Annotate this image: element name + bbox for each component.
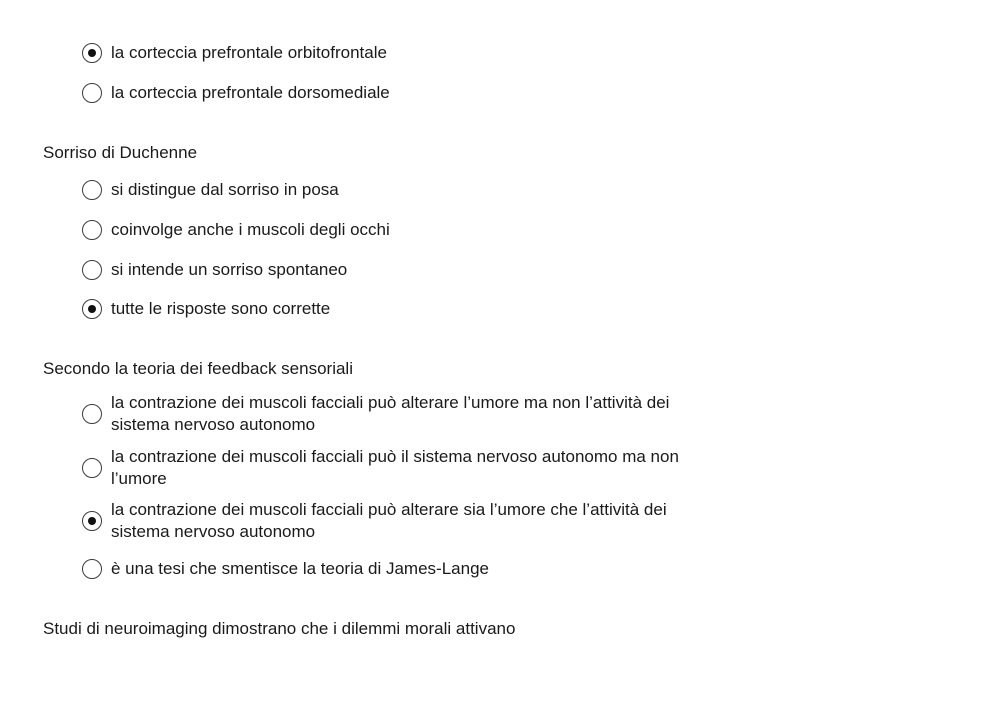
q2-option-3[interactable]	[82, 259, 721, 281]
radio-unselected-icon[interactable]	[82, 260, 102, 280]
radio-unselected-icon[interactable]	[82, 180, 102, 200]
q2-option-1[interactable]	[82, 179, 721, 201]
option-label: la corteccia prefrontale dorsomediale	[111, 83, 390, 102]
option-label: la contrazione dei muscoli facciali può il sistema nervoso autonomo ma non l’umore	[111, 447, 679, 488]
q1-option-2[interactable]	[82, 82, 721, 104]
option-label: la contrazione dei muscoli facciali può alterare sia l’umore che l’attività dei sistema nervoso autonomo	[111, 500, 667, 541]
option-label: è una tesi che smentisce la teoria di James-Lange	[111, 559, 489, 578]
radio-unselected-icon[interactable]	[82, 220, 102, 240]
option-label: si distingue dal sorriso in posa	[111, 180, 339, 199]
q2-option-2[interactable]	[82, 219, 721, 241]
radio-unselected-icon[interactable]	[82, 559, 102, 579]
option-label: coinvolge anche i muscoli degli occhi	[111, 220, 390, 239]
option-label: tutte le risposte sono corrette	[111, 299, 331, 318]
question-title: Sorriso di Duchenne	[43, 143, 198, 162]
radio-unselected-icon[interactable]	[82, 404, 102, 424]
option-label: la contrazione dei muscoli facciali può alterare l’umore ma non l’attività dei sistema nervoso autonomo	[111, 393, 670, 434]
radio-selected-icon[interactable]	[82, 299, 102, 319]
radio-unselected-icon[interactable]	[82, 83, 102, 103]
q3-option-3[interactable]	[82, 499, 721, 543]
radio-selected-icon[interactable]	[82, 511, 102, 531]
question-title: Secondo la teoria dei feedback sensoriali	[43, 359, 353, 378]
q1-option-1[interactable]	[82, 42, 721, 64]
radio-unselected-icon[interactable]	[82, 458, 102, 478]
option-label: la corteccia prefrontale orbitofrontale	[111, 43, 387, 62]
q2-option-4[interactable]	[82, 298, 721, 320]
question-title: Studi di neuroimaging dimostrano che i dilemmi morali attivano	[43, 619, 516, 638]
q3-option-1[interactable]	[82, 392, 721, 436]
q3-option-4[interactable]	[82, 558, 721, 580]
option-label: si intende un sorriso spontaneo	[111, 260, 348, 279]
q3-option-2[interactable]	[82, 446, 721, 490]
radio-selected-icon[interactable]	[82, 43, 102, 63]
